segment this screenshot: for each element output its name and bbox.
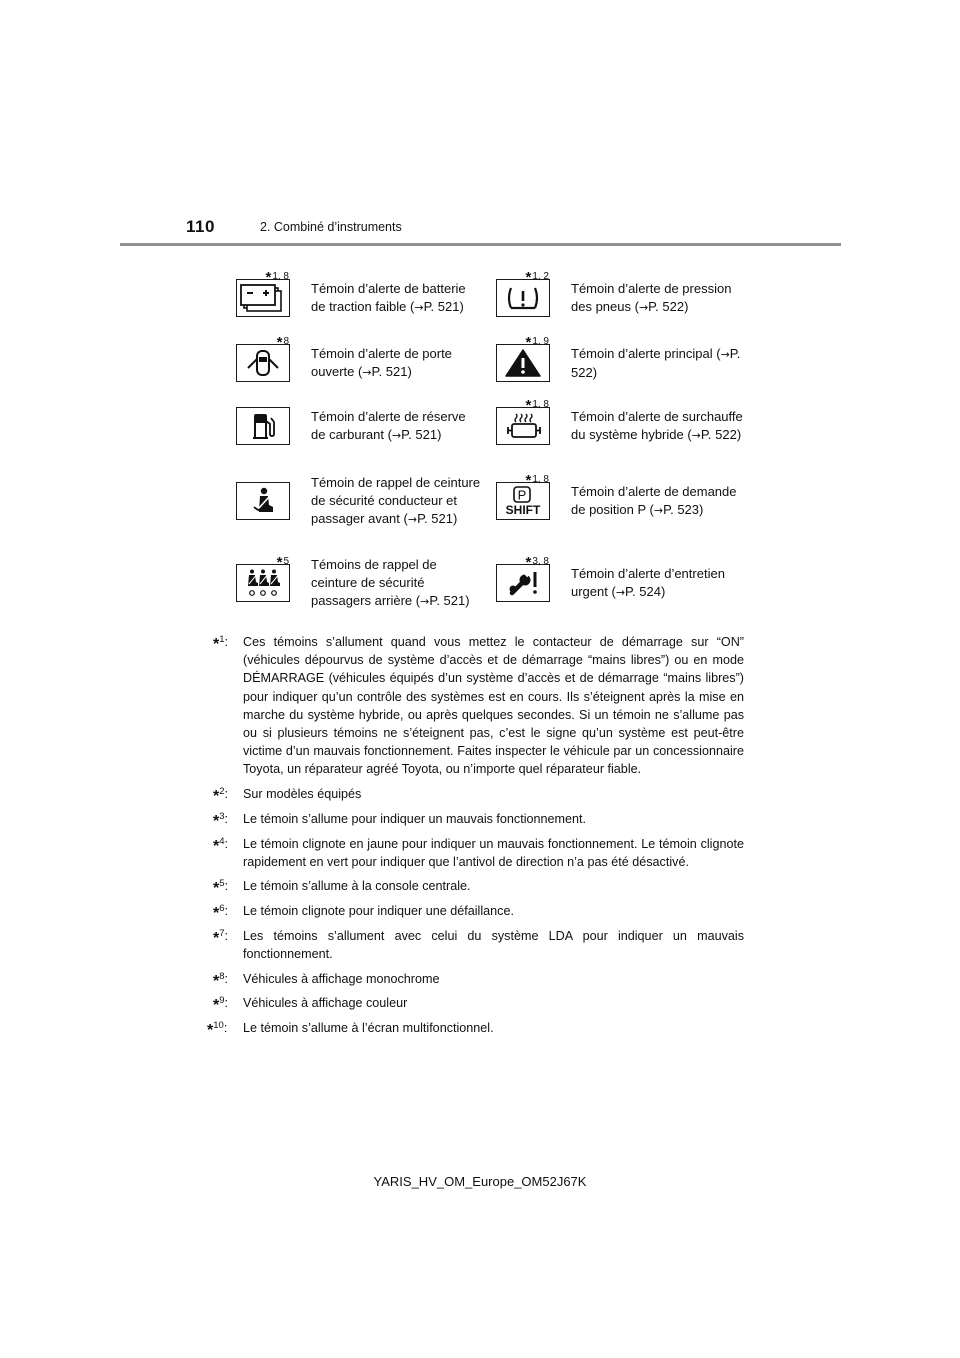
- footnote-mark: *1, 8: [265, 269, 289, 286]
- page-number: 110: [186, 217, 215, 236]
- seatbelt-front-icon: [236, 482, 290, 520]
- indicator-description: Témoins de rappel de ceinture de sécurité passagers arrière (→P. 521): [311, 556, 470, 608]
- master-warning-icon: [496, 334, 550, 382]
- footnote-mark: *3, 8: [525, 554, 549, 571]
- table-row: [236, 394, 756, 458]
- footnote-item: *$^8$: Véhicules à affichage monochrome: [213, 970, 440, 990]
- footnote-item: *$^5$: Le témoin s’allume à la console centrale.: [213, 878, 471, 898]
- footnote-item: *$^3$: Le témoin s’allume pour indiquer un mauvais fonctionnement.: [213, 810, 587, 830]
- tire-pressure-icon: [496, 269, 550, 317]
- footnote-item: *$^{10}$: Le témoin s’allume à l’écran multifonctionnel.: [207, 1020, 494, 1040]
- p-shift-icon: [496, 472, 550, 520]
- footnote-item: *$^2$: Sur modèles équipés: [213, 786, 362, 806]
- fuel-pump-icon: [236, 407, 290, 445]
- header-divider: [120, 243, 841, 246]
- section-title: 2. Combiné d’instruments: [260, 220, 402, 234]
- indicator-seatbelt-front: [236, 458, 496, 544]
- svg-text:P: P: [517, 487, 527, 503]
- indicator-description: Témoin d’alerte de surchauffe du système hybride (→P. 522): [571, 408, 743, 442]
- footnote-mark: *1, 8: [525, 472, 549, 489]
- door-open-icon: [236, 334, 290, 382]
- footnote-mark: *5: [276, 554, 289, 571]
- indicator-table: [236, 264, 756, 622]
- indicator-door-open: [236, 332, 496, 394]
- table-row: [236, 332, 756, 394]
- indicator-description: Témoin d’alerte de demande de position P (→P. 523): [571, 483, 737, 517]
- table-row: [236, 264, 756, 332]
- footnotes: [207, 633, 744, 1044]
- hybrid-overheat-icon: [496, 397, 550, 445]
- footnote-mark: *1, 2: [525, 269, 549, 286]
- indicator-description: Témoin de rappel de ceinture de sécurité conducteur et passager avant (→P. 521): [311, 474, 481, 526]
- indicator-description: Témoin d’alerte de réserve de carburant (→P. 521): [311, 408, 466, 442]
- footer-doc-id: YARIS_HV_OM_Europe_OM52J67K: [373, 1174, 587, 1189]
- footnote-item: *$^1$: Ces témoins s’allument quand vous mettez le contacteur de démarrage sur “ON” (véhicules dépourvus de système d’accès et de démarrage “mains libres”) ou en mode DÉMARRAGE (véhicules équipés d’un système d’accès et de démarrage “mains libres”) pour indiquer qu’un contrôle des systèmes est en cours. Ils s’éteignent après la mise en marche du système hybride, ou après quelques secondes. Si un témoin ne s’allume pas ou si plusieurs témoins ne s’éteignent pas, c’est le signe qu’un système est peut-être victime d’un mauvais fonctionnement. Faites inspecter le véhicule par un concessionnaire Toyota, un réparateur agréé Toyota, ou n’importe quel réparateur fiable.: [213, 634, 744, 777]
- traction-battery-icon: [236, 269, 290, 317]
- footnote-item: *$^7$: Les témoins s’allument avec celui du système LDA pour indiquer un mauvais fonctionnement.: [213, 927, 744, 962]
- footnote-item: *$^6$: Le témoin clignote pour indiquer une défaillance.: [213, 903, 514, 923]
- indicator-description: Témoin d’alerte de batterie de traction faible (→P. 521): [311, 280, 466, 314]
- footnote-item: *$^9$: Véhicules à affichage couleur: [213, 995, 408, 1015]
- footnote-mark: *1, 9: [525, 334, 549, 351]
- maintenance-urgent-icon: [496, 554, 550, 602]
- indicator-p-shift: [496, 458, 756, 544]
- footnote-mark: *1, 8: [525, 397, 549, 414]
- table-row: [236, 458, 756, 544]
- svg-text:SHIFT: SHIFT: [505, 503, 541, 517]
- indicator-master-warning: [496, 332, 756, 394]
- indicator-description: Témoin d’alerte principal (→P. 522): [571, 345, 741, 380]
- indicator-description: Témoin d’alerte d’entretien urgent (→P. 524): [571, 565, 725, 599]
- indicator-hybrid-overheat: [496, 394, 756, 458]
- indicator-traction-battery: [236, 264, 496, 332]
- seatbelt-rear-icon: [236, 554, 290, 602]
- indicator-fuel-reserve: [236, 394, 496, 458]
- table-row: [236, 544, 756, 622]
- indicator-tire-pressure: [496, 264, 756, 332]
- indicator-description: Témoin d’alerte de porte ouverte (→P. 521): [311, 345, 452, 379]
- indicator-seatbelt-rear: [236, 544, 496, 622]
- footnote-mark: *8: [276, 334, 289, 351]
- indicator-maintenance-urgent: [496, 544, 756, 622]
- indicator-description: Témoin d’alerte de pression des pneus (→P. 522): [571, 280, 732, 314]
- footnote-item: *$^4$: Le témoin clignote en jaune pour indiquer un mauvais fonctionnement. Le témoin clignote rapidement en vert pour indiquer que l’antivol de direction n’a pas été désactivé.: [213, 835, 744, 869]
